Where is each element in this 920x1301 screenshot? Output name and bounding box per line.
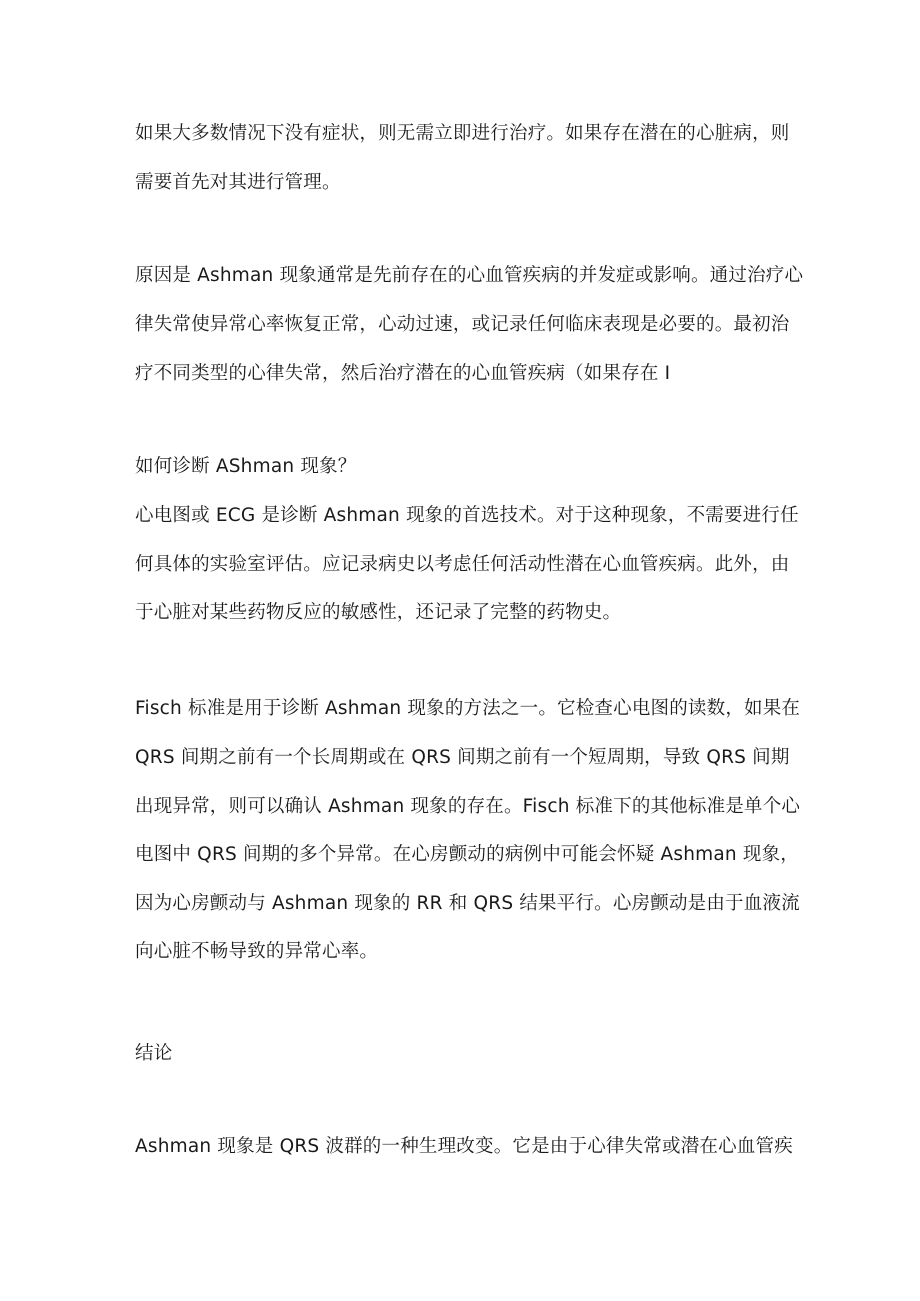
text-line: 需要首先对其进行管理。	[135, 172, 341, 193]
text-line: 何具体的实验室评估。应记录病史以考虑任何活动性潜在心血管疾病。此外，由	[135, 554, 790, 575]
text-line: 原因是 Ashman 现象通常是先前存在的心血管疾病的并发症或影响。通过治疗心	[135, 265, 804, 286]
text-line: 出现异常，则可以确认 Ashman 现象的存在。Fisch 标准下的其他标准是单个心	[135, 796, 801, 817]
section-heading: 如何诊断 AShman 现象？	[135, 456, 357, 477]
text-line: 因为心房颤动与 Ashman 现象的 RR 和 QRS 结果平行。心房颤动是由于血液流	[135, 893, 800, 914]
text-line: 电图中 QRS 间期的多个异常。在心房颤动的病例中可能会怀疑 Ashman 现象，	[135, 844, 799, 865]
text-line: 于心脏对某些药物反应的敏感性，还记录了完整的药物史。	[135, 602, 622, 623]
text-line: 向心脏不畅导致的异常心率。	[135, 941, 379, 962]
section-heading: 结论	[135, 1043, 173, 1064]
text-line: 如果大多数情况下没有症状，则无需立即进行治疗。如果存在潜在的心脏病，则	[135, 123, 790, 144]
text-line: QRS 间期之前有一个长周期或在 QRS 间期之前有一个短周期，导致 QRS 间期	[135, 747, 790, 768]
text-line: Ashman 现象是 QRS 波群的一种生理改变。它是由于心律失常或潜在心血管疾	[135, 1136, 793, 1157]
text-line: 律失常使异常心率恢复正常，心动过速，或记录任何临床表现是必要的。最初治	[135, 314, 790, 335]
text-line: 心电图或 ECG 是诊断 Ashman 现象的首选技术。对于这种现象，不需要进行任	[135, 505, 799, 526]
text-line: 疗不同类型的心律失常，然后治疗潜在的心血管疾病（如果存在 I	[135, 363, 671, 384]
text-line: Fisch 标准是用于诊断 Ashman 现象的方法之一。它检查心电图的读数，如果在	[135, 698, 801, 719]
